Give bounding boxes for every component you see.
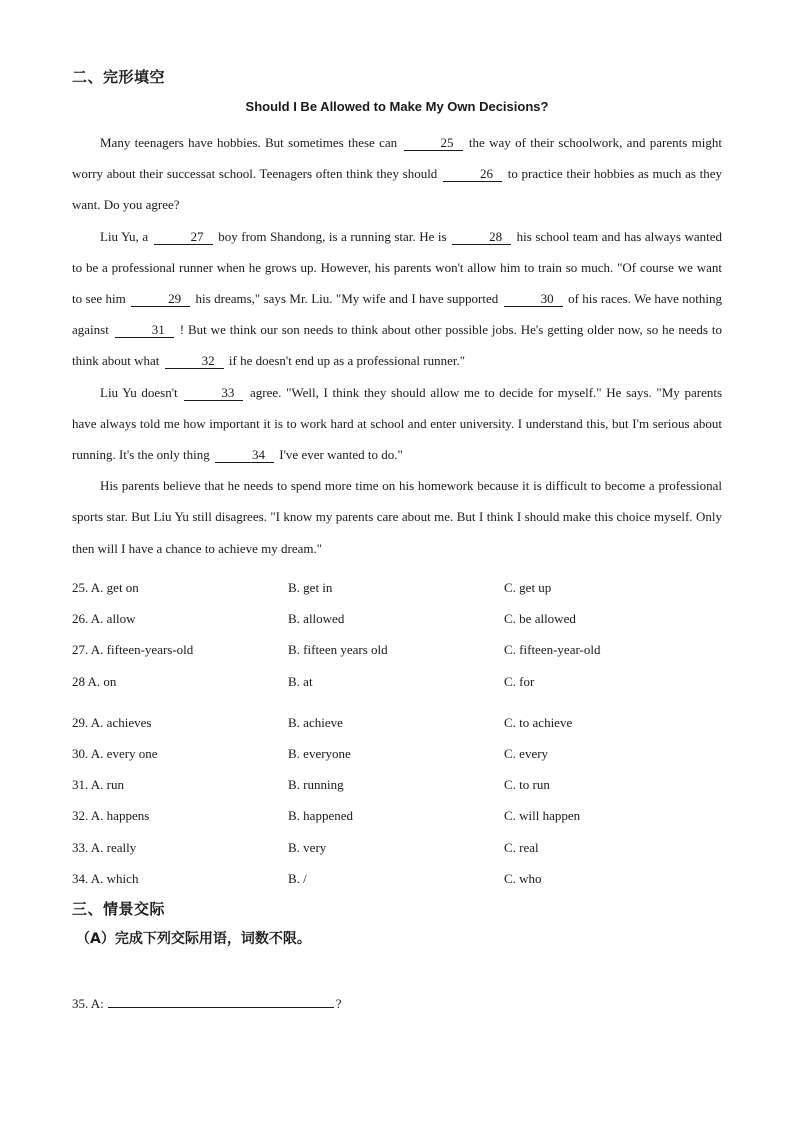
option-26-a[interactable]: 26. A. allow	[72, 611, 136, 627]
blank-34[interactable]: 34	[215, 448, 274, 463]
option-34-c[interactable]: C. who	[504, 870, 542, 886]
blank-33[interactable]: 33	[184, 386, 243, 401]
option-30-c[interactable]: C. every	[504, 745, 549, 761]
option-25-a[interactable]: 25. A. get on	[72, 580, 139, 595]
option-32-b[interactable]: B. happened	[288, 808, 353, 824]
option-row-31	[72, 769, 722, 800]
paragraph-1	[72, 127, 722, 221]
blank-28[interactable]: 28	[452, 230, 511, 245]
option-row-29	[72, 707, 722, 738]
answer-line-35[interactable]	[108, 993, 334, 1008]
paragraph-3	[72, 377, 722, 471]
paragraph-text: of his races. We have nothing against	[72, 291, 723, 338]
blank-29[interactable]: 29	[131, 292, 190, 307]
section-heading-dialogue: 三、情景交际	[72, 900, 166, 918]
section-heading-cloze: 二、完形填空	[72, 68, 166, 86]
option-row-32	[72, 800, 722, 831]
option-25-b[interactable]: B. get in	[288, 580, 333, 595]
option-31-b[interactable]: B. running	[288, 777, 344, 793]
paragraph-text: the way of their schoolwork, and parents might worry about their successat school. Teenagers often think they should	[72, 135, 722, 182]
paragraph-text: his school team and has always wanted to be a professional runner when he grows up. However, his parents won't allow him to train so much. "Of course we want to see him	[72, 228, 723, 307]
option-row-34	[72, 863, 722, 894]
question-35-label: 35. A:	[72, 996, 104, 1011]
paragraph-text: Many teenagers have hobbies. But sometimes these can	[100, 135, 398, 150]
paragraph-2	[72, 221, 722, 377]
paragraph-text: I've ever wanted to do."	[279, 447, 403, 463]
answer-options	[72, 572, 722, 894]
option-33-c[interactable]: C. real	[504, 839, 539, 855]
option-28-a[interactable]: 28 A. on	[72, 673, 117, 689]
paragraph-text: Liu Yu, a	[100, 228, 149, 244]
option-29-b[interactable]: B. achieve	[288, 714, 343, 730]
option-31-a[interactable]: 31. A. run	[72, 777, 124, 793]
paragraph-text: if he doesn't end up as a professional runner."	[228, 353, 466, 369]
blank-31[interactable]: 31	[115, 323, 174, 338]
option-32-c[interactable]: C. will happen	[504, 808, 581, 824]
blank-25[interactable]: 25	[404, 136, 463, 151]
question-35-end: ?	[335, 996, 342, 1011]
option-26-b[interactable]: B. allowed	[288, 611, 345, 627]
section-instruction: （A）完成下列交际用语，词数不限。	[76, 931, 311, 947]
option-27-a[interactable]: 27. A. fifteen-years-old	[72, 642, 194, 658]
option-30-a[interactable]: 30. A. every one	[72, 745, 158, 761]
option-30-b[interactable]: B. everyone	[288, 745, 351, 761]
option-row-30	[72, 738, 722, 769]
option-27-b[interactable]: B. fifteen years old	[288, 642, 388, 658]
option-34-b[interactable]: B. /	[288, 870, 307, 886]
option-28-c[interactable]: C. for	[504, 673, 535, 689]
blank-26[interactable]: 26	[443, 167, 502, 182]
paragraph-4	[72, 470, 722, 564]
option-34-a[interactable]: 34. A. which	[72, 870, 139, 886]
paragraph-text: agree. "Well, I think they should allow me to decide for myself." He says. "My parents have always told me how important it is to work hard at school and enter university. I understand this, but I'm serious about running. It's the only thing	[72, 384, 723, 463]
option-33-b[interactable]: B. very	[288, 839, 327, 855]
option-33-a[interactable]: 33. A. really	[72, 839, 137, 855]
option-31-c[interactable]: C. to run	[504, 777, 550, 793]
option-26-c[interactable]: C. be allowed	[504, 611, 576, 627]
blank-32[interactable]: 32	[165, 354, 224, 369]
option-28-b[interactable]: B. at	[288, 673, 313, 689]
question-35	[72, 993, 342, 1014]
option-row-27	[72, 634, 722, 665]
paragraph-text: to practice their hobbies as much as they want. Do you agree?	[72, 166, 723, 213]
paragraph-text: Liu Yu doesn't	[100, 384, 178, 400]
blank-27[interactable]: 27	[154, 230, 213, 245]
option-27-c[interactable]: C. fifteen-year-old	[504, 642, 601, 658]
passage-title: Should I Be Allowed to Make My Own Decisions?	[245, 99, 549, 114]
option-29-a[interactable]: 29. A. achieves	[72, 714, 152, 730]
paragraph-text: boy from Shandong, is a running star. He is	[218, 228, 447, 244]
blank-30[interactable]: 30	[504, 292, 563, 307]
option-25-c[interactable]: C. get up	[504, 580, 552, 595]
option-32-a[interactable]: 32. A. happens	[72, 808, 150, 824]
cloze-passage	[72, 127, 722, 564]
paragraph-text: ! But we think our son needs to think about other possible jobs. He's getting older now, so he needs to think about what	[72, 322, 723, 369]
option-row-28	[72, 666, 722, 697]
option-row-25	[72, 572, 722, 603]
option-row-33	[72, 832, 722, 863]
option-29-c[interactable]: C. to achieve	[504, 714, 573, 730]
option-row-26	[72, 603, 722, 634]
paragraph-text: his dreams," says Mr. Liu. "My wife and I have supported	[195, 291, 499, 307]
paragraph-text: His parents believe that he needs to spend more time on his homework because it is difficult to become a professional sports star. But Liu Yu still disagrees. "I know my parents care about me. But I think I should make this choice myself. Only then will I have a chance to achieve my dream."	[72, 478, 722, 556]
